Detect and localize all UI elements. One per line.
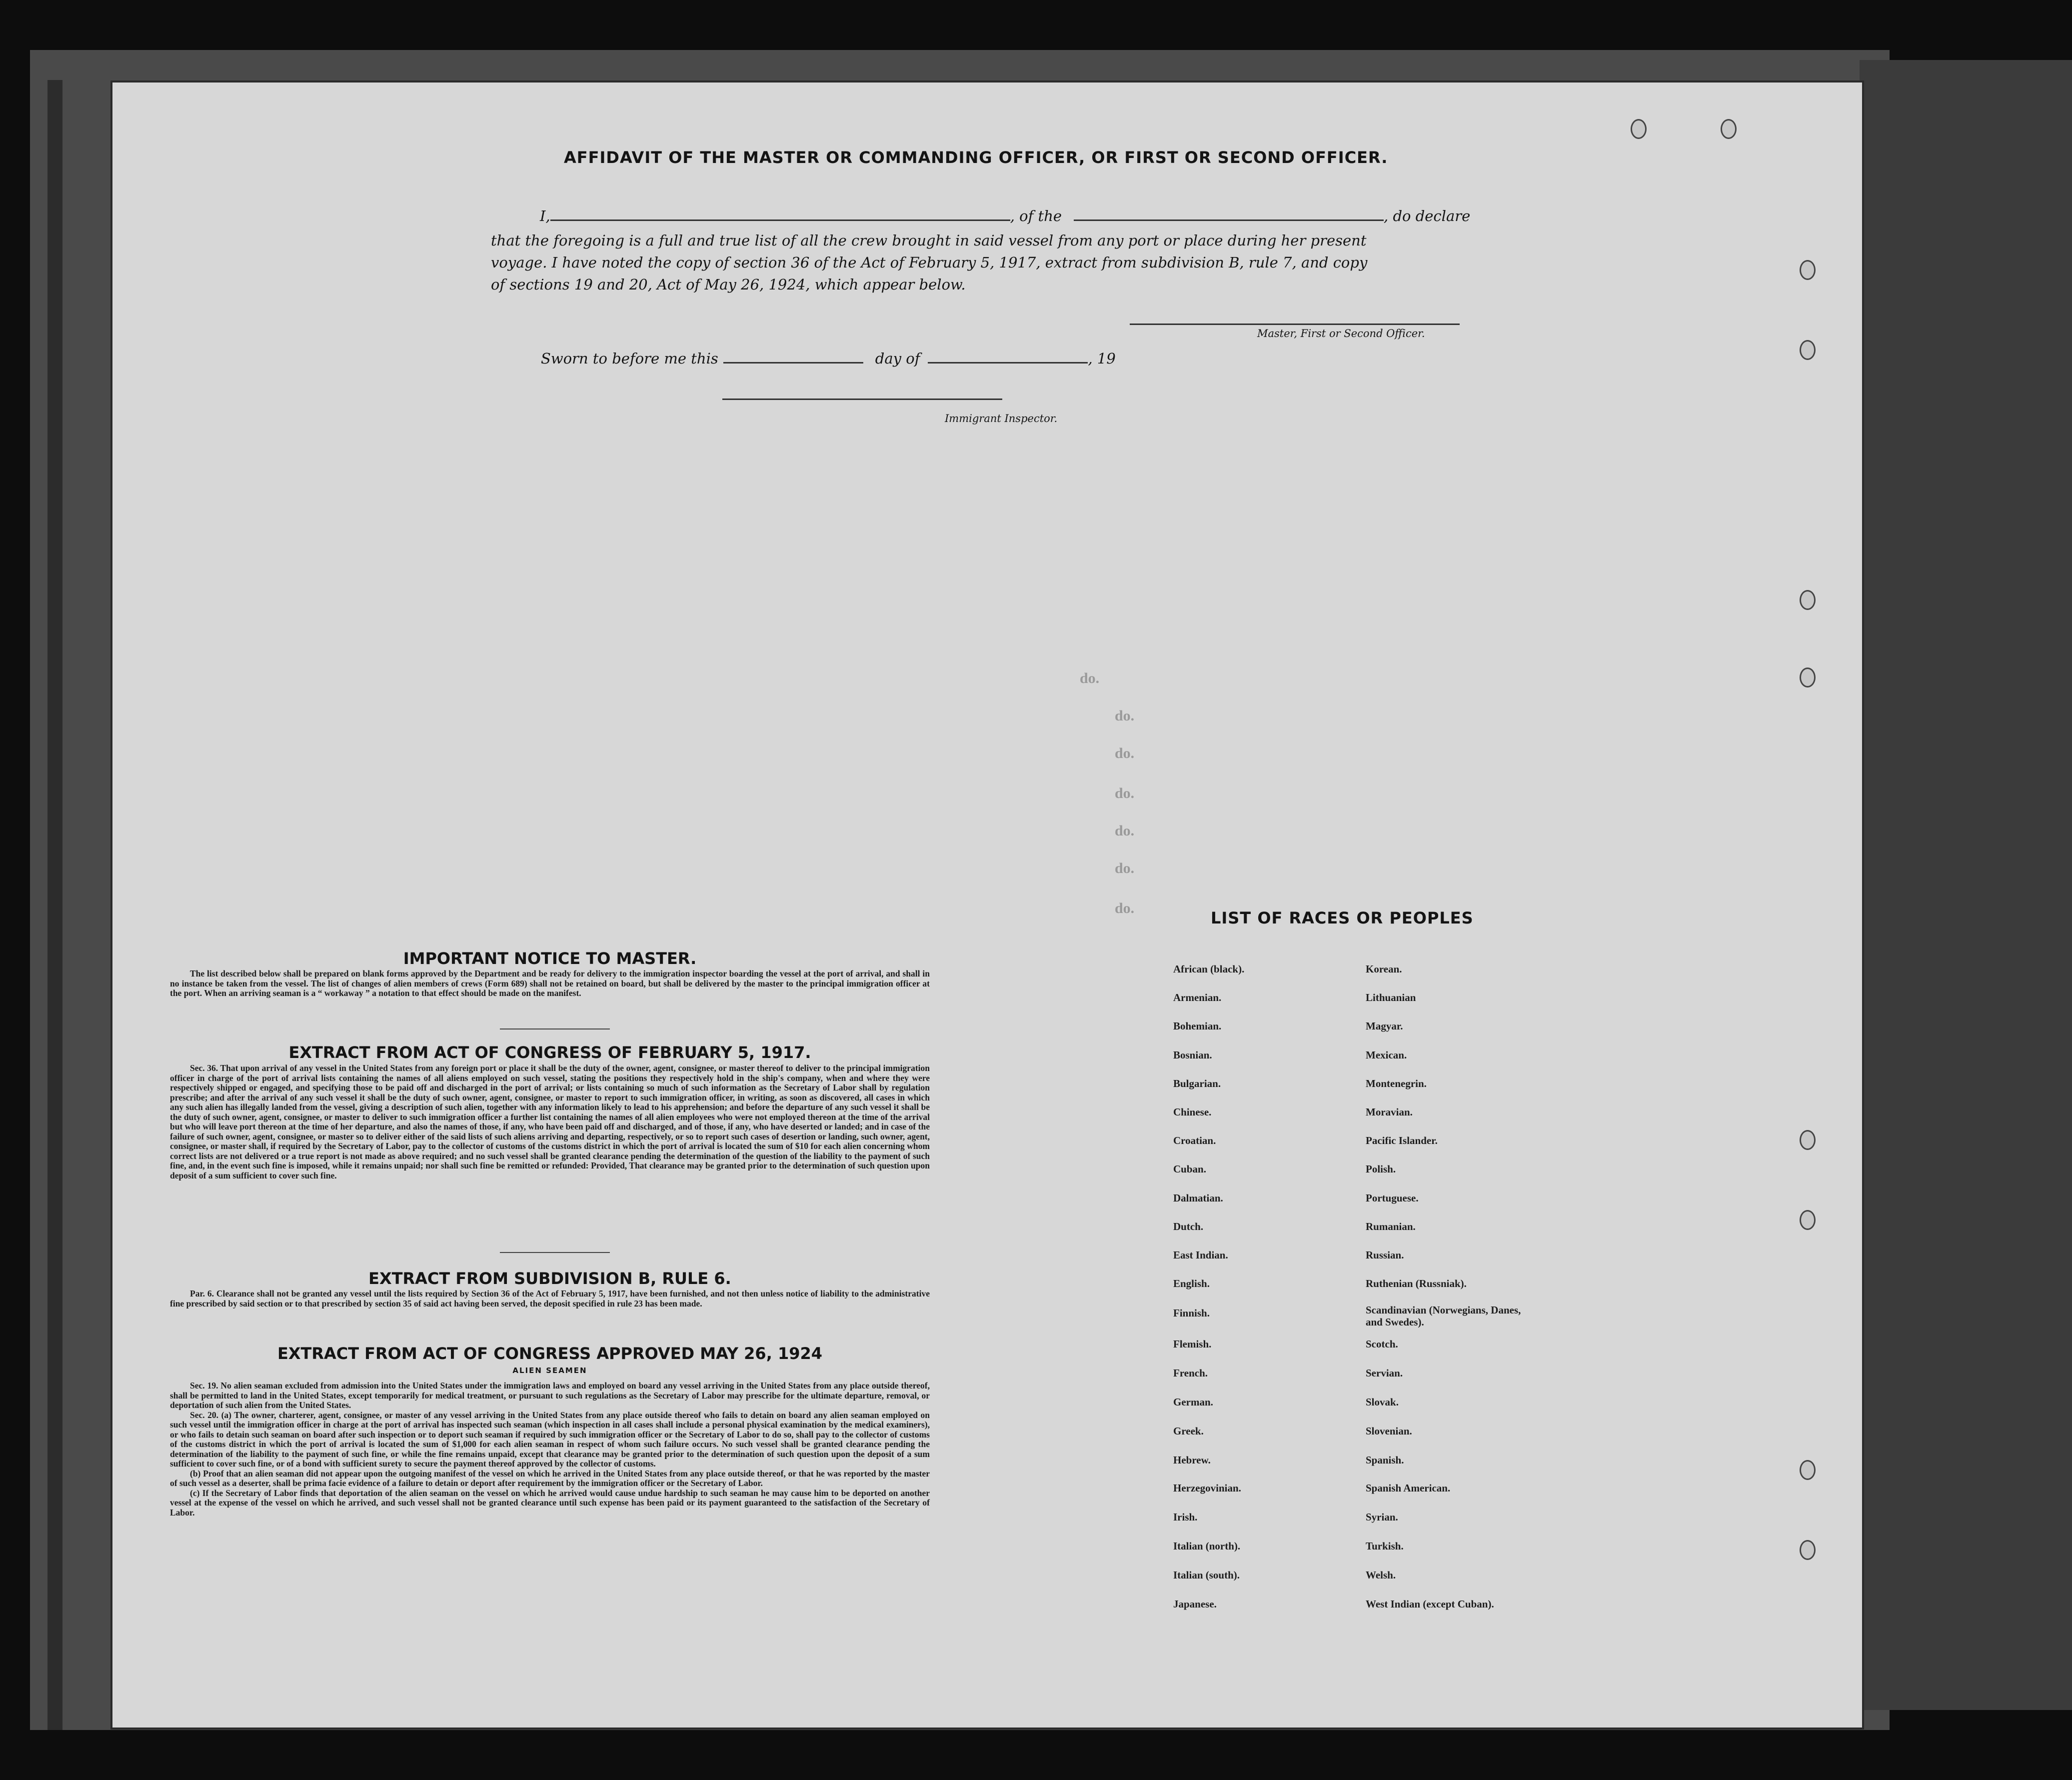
race-item: Cuban.	[1173, 1163, 1206, 1175]
race-item: Turkish.	[1366, 1540, 1404, 1552]
race-item: Herzegovinian.	[1173, 1482, 1241, 1494]
race-item: Greek.	[1173, 1425, 1204, 1437]
bleed-through-ditto: do.	[1115, 708, 1135, 724]
race-item: Russian.	[1366, 1249, 1404, 1261]
vessel-name-field[interactable]	[1074, 220, 1384, 221]
extract-1917-paragraph: Sec. 36. That upon arrival of any vessel in the United States from any foreign port or place it shall be the duty of the owner, agent, consignee, or master thereof to deliver to the principal immigration officer in charge of the port of arrival lists containing the names of all aliens employed on such vessel, stating the positions they respectively hold in the ship's company, when and where they were respectively shipped or engaged, and specifying those to be paid off and discharged in the port of arrival; or lists containing so much of such information as the Secretary of Labor shall by regulation prescribe; and after the arrival of any such vessel it shall be the duty of such owner, agent, consignee, or master to report to such immigration officer, in writing, as soon as discovered, all cases in which any such alien has illegally landed from the vessel, giving a description of such alien, together with any information likely to lead to his apprehension; and before the departure of any such vessel it shall be the duty of such owner, agent, consignee, or master to deliver to such immigration officer a further list containing the names of all alien employees who were not employed thereon at the time of the arrival but who will leave port thereon at the time of her departure, and also the names of those, if any, who have been paid off and discharged, and of those, if any, who have deserted or landed; and in case of the failure of such owner, agent, consignee, or master so to deliver either of the said lists of such aliens arriving and departing, respectively, or so to report such cases of desertion or landing, such owner, agent, consignee, or master shall, if required by the Secretary of Labor, pay to the collector of customs of the customs district in which the port of arrival is located the sum of $10 for each alien concerning whom correct lists are not delivered or a true report is not made as above required; and no such vessel shall be granted clearance pending the determination of the question of the liability to the payment of such fine, and, in the event such fine is imposed, while it remains unpaid; nor shall such fine be remitted or refunded: Provided, That clearance may be granted prior to the determination of such question upon deposit of a sum sufficient to cover such fine.	[170, 1063, 930, 1180]
statement-line: that the foregoing is a full and true list of all the crew brought in said vessel from any port or place during her present	[491, 232, 1367, 249]
race-item: Welsh.	[1366, 1569, 1396, 1581]
race-item: Korean.	[1366, 963, 1402, 975]
statement-line: voyage. I have noted the copy of section 36 of the Act of February 5, 1917, extract from subdivision B, rule 7, and copy	[491, 254, 1368, 271]
section-20a-paragraph: Sec. 20. (a) The owner, charterer, agent, consignee, or master of any vessel arriving in the United States from any place outside thereof who fails to detain on board any alien seaman employed on such vessel until the immigration officer in charge at the port of arrival has inspected such seaman (which inspection in all cases shall include a personal physical examination by the medical examiners), or who fails to detain such seaman on board after such inspection or to deport such seaman if required by such immigration officer or the Secretary of Labor to do so, shall pay to the collector of customs of the customs district in which the port of arrival is located the sum of $1,000 for each alien seaman in respect of whom such failure occurs. No such vessel shall be granted clearance pending the determination of the liability to the payment of such fine, or while the fine remains unpaid, except that clearance may be granted prior to the determination of such question upon the deposit of a sum sufficient to cover such fine, or of a bond with sufficient surety to secure the payment thereof approved by the collector of customs.	[170, 1410, 930, 1468]
race-item: Moravian.	[1366, 1106, 1413, 1118]
extract-rule6-title: EXTRACT FROM SUBDIVISION B, RULE 6.	[368, 1269, 731, 1288]
race-item: Hebrew.	[1173, 1454, 1211, 1466]
notice-text	[170, 969, 930, 998]
of-the-label: , of the	[1010, 208, 1062, 224]
race-item: Bohemian.	[1173, 1020, 1222, 1032]
race-item: Bulgarian.	[1173, 1078, 1221, 1090]
punch-hole	[1800, 668, 1816, 688]
notice-paragraph: The list described below shall be prepared on blank forms approved by the Department and be ready for delivery to the immigration inspector boarding the vessel at the port of arrival, and shall in no instance be taken from the vessel. The list of changes of alien members of crews (Form 689) shall not be retained on board, but shall be delivered by the master to the principal immigration officer at the port. When an arriving seaman is a “ workaway ” a notation to that effect should be made on the manifest.	[170, 968, 930, 998]
declaration-line-1	[540, 205, 1480, 227]
race-item: Ruthenian (Russniak).	[1366, 1278, 1467, 1290]
punch-hole	[1800, 260, 1816, 280]
do-declare-label: , do declare	[1384, 208, 1471, 224]
punch-hole	[1631, 119, 1647, 139]
punch-hole	[1800, 1210, 1816, 1230]
race-item: Spanish.	[1366, 1454, 1404, 1466]
race-item: Spanish American.	[1366, 1482, 1451, 1494]
race-item: English.	[1173, 1278, 1210, 1290]
bleed-through-ditto: do.	[1115, 860, 1135, 876]
declaration-statement	[491, 230, 1481, 296]
race-item: Dutch.	[1173, 1220, 1204, 1232]
extract-1917-title: EXTRACT FROM ACT OF CONGRESS OF FEBRUARY 5, 1917.	[288, 1043, 811, 1062]
race-item: Rumanian.	[1366, 1220, 1416, 1232]
section-divider	[500, 1028, 610, 1030]
race-item: Slovenian.	[1366, 1425, 1412, 1437]
punch-hole	[1800, 1540, 1816, 1560]
race-item: Chinese.	[1173, 1106, 1212, 1118]
race-item: French.	[1173, 1367, 1208, 1379]
race-item: Japanese.	[1173, 1598, 1217, 1610]
race-item: Servian.	[1366, 1367, 1403, 1379]
race-item: African (black).	[1173, 963, 1245, 975]
sworn-month-field[interactable]	[928, 362, 1088, 364]
race-item: Dalmatian.	[1173, 1192, 1223, 1204]
race-item: Slovak.	[1366, 1396, 1399, 1408]
statement-line: of sections 19 and 20, Act of May 26, 1924, which appear below.	[491, 276, 966, 293]
declarant-label: I,	[540, 208, 550, 224]
extract-1924-text	[170, 1381, 930, 1518]
notice-title: IMPORTANT NOTICE TO MASTER.	[403, 949, 697, 968]
race-item: Italian (north).	[1173, 1540, 1241, 1552]
race-item: Finnish.	[1173, 1307, 1210, 1319]
sworn-line	[541, 348, 1191, 370]
punch-hole	[1800, 1130, 1816, 1150]
extract-1924-title: EXTRACT FROM ACT OF CONGRESS APPROVED MAY 26, 1924	[277, 1344, 823, 1363]
race-item: East Indian.	[1173, 1249, 1228, 1261]
race-item: Scandinavian (Norwegians, Danes, and Swedes).	[1366, 1304, 1521, 1328]
inspector-label: Immigrant Inspector.	[945, 412, 1058, 424]
race-item: Syrian.	[1366, 1511, 1398, 1523]
declarant-name-field[interactable]	[550, 220, 1010, 221]
race-item: Italian (south).	[1173, 1569, 1240, 1581]
bleed-through-ditto: do.	[1080, 670, 1100, 686]
day-of-label: day of	[875, 350, 920, 367]
affidavit-title: AFFIDAVIT OF THE MASTER OR COMMANDING OFFICER, OR FIRST OR SECOND OFFICER.	[564, 148, 1388, 167]
race-item: Lithuanian	[1366, 992, 1416, 1004]
race-item: Bosnian.	[1173, 1049, 1212, 1061]
race-item: Magyar.	[1366, 1020, 1403, 1032]
master-signature-field[interactable]	[1130, 322, 1460, 325]
extract-rule6-text	[170, 1289, 930, 1308]
sworn-label: Sworn to before me this	[541, 350, 718, 367]
race-item: Scotch.	[1366, 1338, 1398, 1350]
master-signature-label: Master, First or Second Officer.	[1257, 328, 1425, 340]
bleed-through-ditto: do.	[1115, 900, 1135, 916]
binder-edge	[47, 80, 62, 1730]
race-item: Polish.	[1366, 1163, 1396, 1175]
page-stack-edge	[1860, 60, 2072, 1710]
race-item: Portuguese.	[1366, 1192, 1419, 1204]
race-item: Pacific Islander.	[1366, 1134, 1438, 1146]
punch-hole	[1721, 119, 1737, 139]
punch-hole	[1800, 1460, 1816, 1480]
section-20b-paragraph: (b) Proof that an alien seaman did not appear upon the outgoing manifest of the vessel on which he arrived in the United States from any place outside thereof, or that he was reported by the master of such vessel as a deserter, shall be prima facie evidence of a failure to detain or deport after requirement by the immigration officer or the Secretary of Labor.	[170, 1468, 930, 1488]
bleed-through-ditto: do.	[1115, 745, 1135, 762]
sworn-day-field[interactable]	[723, 362, 863, 364]
section-divider	[500, 1252, 610, 1253]
race-item: West Indian (except Cuban).	[1366, 1598, 1494, 1610]
punch-hole	[1800, 590, 1816, 610]
extract-1924-subtitle: ALIEN SEAMEN	[512, 1366, 587, 1375]
race-item: Mexican.	[1366, 1049, 1407, 1061]
race-item: Flemish.	[1173, 1338, 1212, 1350]
extract-1917-text	[170, 1064, 930, 1180]
inspector-signature-field[interactable]	[722, 398, 1002, 400]
extract-rule6-paragraph: Par. 6. Clearance shall not be granted any vessel until the lists required by Section 36 of the Act of February 5, 1917, have been furnished, and not then unless notice of liability to the administrative fine prescribed by said section or to that prescribed by section 35 of said act having been served, the deposit specified in rule 23 has been made.	[170, 1288, 930, 1308]
section-20c-paragraph: (c) If the Secretary of Labor finds that deportation of the alien seaman on the vessel on which he arrived would cause undue hardship to such seaman he may cause him to be deported on another vessel at the expense of the vessel on which he arrived, and such vessel shall not be granted clearance until such expense has been paid or its payment guaranteed to the satisfaction of the Secretary of Labor.	[170, 1488, 930, 1518]
bleed-through-ditto: do.	[1115, 785, 1135, 802]
race-item: Montenegrin.	[1366, 1078, 1427, 1090]
race-item: Armenian.	[1173, 992, 1222, 1004]
bleed-through-ditto: do.	[1115, 822, 1135, 839]
race-item: Irish.	[1173, 1511, 1198, 1523]
punch-hole	[1800, 340, 1816, 360]
race-item: Croatian.	[1173, 1134, 1216, 1146]
section-19-paragraph: Sec. 19. No alien seaman excluded from admission into the United States under the immigration laws and employed on board any vessel arriving in the United States from any place outside thereof, shall be permitted to land in the United States, except temporarily for medical treatment, or pursuant to such regulations as the Secretary of Labor may prescribe for the ultimate departure, removal, or deportation of such alien from the United States.	[170, 1380, 930, 1410]
races-title: LIST OF RACES OR PEOPLES	[1211, 908, 1474, 928]
year-label: , 19	[1088, 350, 1116, 367]
race-item: German.	[1173, 1396, 1213, 1408]
